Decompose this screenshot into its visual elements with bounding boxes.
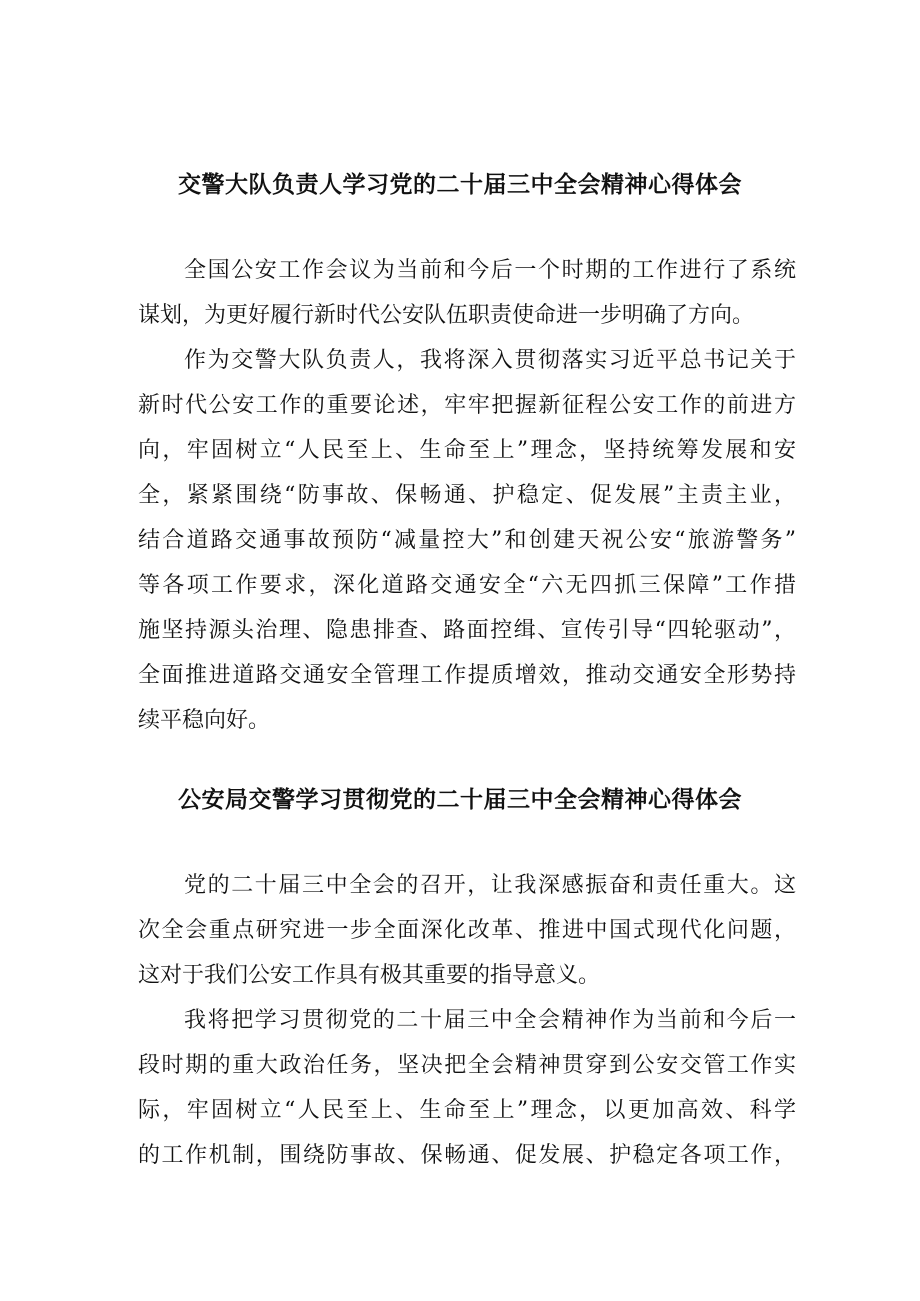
text-line: 际，牢固树立“人民至上、生命至上”理念，以更加高效、科学 [138, 1098, 796, 1123]
text-line: 段时期的重大政治任务，坚决把全会精神贯穿到公安交管工作实 [138, 1053, 796, 1078]
section-2-title: 公安局交警学习贯彻党的二十届三中全会精神心得体会 [178, 787, 742, 813]
section-1-title: 交警大队负责人学习党的二十届三中全会精神心得体会 [178, 172, 742, 198]
text-line: 全，紧紧围绕“防事故、保畅通、护稳定、促发展”主责主业， [138, 483, 796, 508]
text-line: 新时代公安工作的重要论述，牢牢把握新征程公安工作的前进方 [138, 393, 796, 418]
text-line: 全国公安工作会议为当前和今后一个时期的工作进行了系统 [184, 258, 796, 283]
section-2-paragraph-2 [138, 998, 796, 1178]
text-line: 党的二十届三中全会的召开，让我深感振奋和责任重大。这 [184, 873, 796, 898]
text-line: 这对于我们公安工作具有极其重要的指导意义。 [138, 963, 601, 988]
section-2-paragraph-1 [138, 863, 796, 998]
section-1-paragraph-1 [138, 248, 796, 338]
text-line: 施坚持源头治理、隐患排查、路面控缉、宣传引导“四轮驱动”， [138, 618, 796, 643]
text-line: 续平稳向好。 [138, 708, 271, 733]
text-line: 谋划，为更好履行新时代公安队伍职责使命进一步明确了方向。 [138, 303, 755, 328]
text-line: 全面推进道路交通安全管理工作提质增效，推动交通安全形势持 [138, 663, 796, 688]
text-line: 向，牢固树立“人民至上、生命至上”理念，坚持统筹发展和安 [138, 438, 796, 463]
text-line: 我将把学习贯彻党的二十届三中全会精神作为当前和今后一 [184, 1008, 796, 1033]
text-line: 的工作机制，围绕防事故、保畅通、促发展、护稳定各项工作， [138, 1143, 796, 1168]
text-line: 等各项工作要求，深化道路交通安全“六无四抓三保障”工作措 [138, 573, 796, 598]
text-line: 次全会重点研究进一步全面深化改革、推进中国式现代化问题， [138, 918, 796, 943]
section-1-paragraph-2 [138, 338, 796, 743]
text-line: 结合道路交通事故预防“减量控大”和创建天祝公安“旅游警务” [138, 528, 796, 553]
text-line: 作为交警大队负责人，我将深入贯彻落实习近平总书记关于 [184, 348, 796, 373]
